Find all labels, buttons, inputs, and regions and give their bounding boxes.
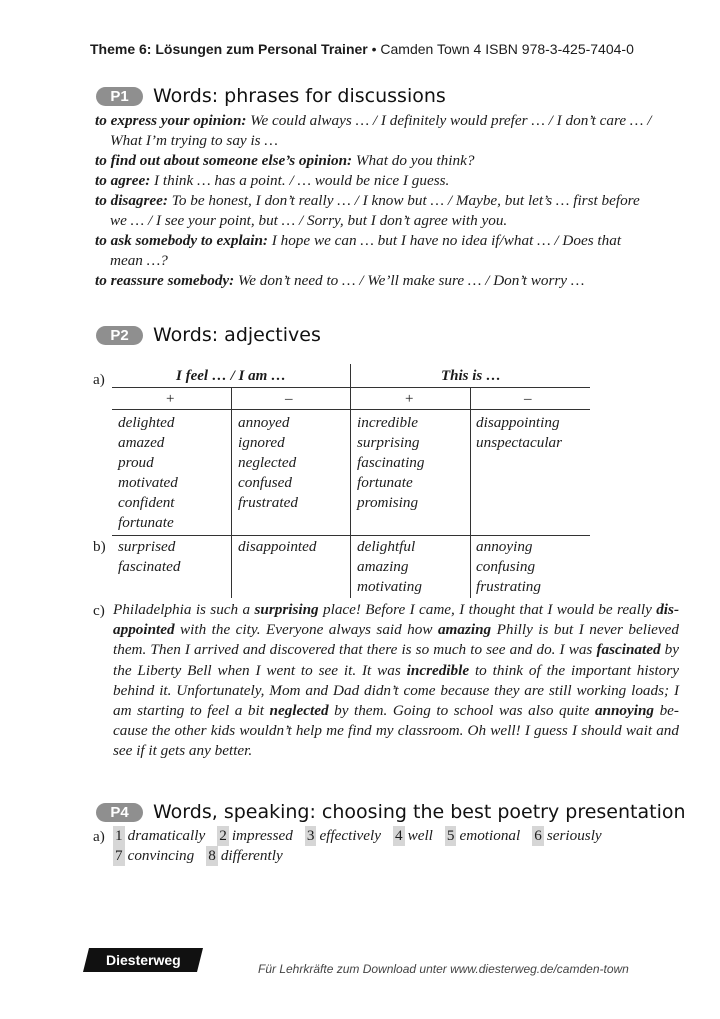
section-title: Words, speaking: choosing the best poetry presentation	[153, 801, 686, 823]
p4-part-a-label: a)	[93, 828, 105, 845]
table-rule	[112, 535, 590, 536]
phrases-list	[95, 111, 685, 291]
answer-word: dramatically	[127, 827, 206, 844]
adjective: amazing	[357, 558, 409, 575]
answer-number: 5	[446, 827, 455, 844]
section-title: Words: adjectives	[153, 324, 321, 346]
phrase-function: to find out about someone else’s opinion:	[95, 152, 353, 169]
header-theme: Theme 6: Lösungen zum Personal Trainer	[90, 41, 368, 57]
section-p1-heading	[96, 84, 446, 108]
sign-negative: –	[524, 391, 532, 407]
adjective: annoyed	[238, 414, 290, 431]
section-badge: P1	[96, 87, 143, 106]
adjective: motivated	[118, 474, 178, 491]
answer-item	[113, 827, 205, 844]
table-divider	[470, 387, 471, 598]
answer-word: effectively	[319, 827, 381, 844]
paragraph-text: by them. Going to school was also quite	[328, 702, 595, 720]
phrase-line	[95, 271, 685, 291]
adjective: fascinated	[118, 558, 181, 575]
phrase-examples: We could always … / I definitely would prefer … / I don’t care … /	[246, 112, 652, 129]
phrase-line	[95, 171, 685, 191]
highlighted-adjective: neglected	[269, 702, 329, 720]
header-isbn: • Camden Town 4 ISBN 978-3-425-7404-0	[367, 41, 634, 57]
adjective: surprising	[357, 434, 420, 451]
section-badge: P4	[96, 803, 143, 822]
phrase-continuation: What I’m trying to say is …	[110, 132, 278, 149]
adjective: disappointed	[238, 538, 317, 555]
adjective-column	[476, 537, 541, 597]
philadelphia-paragraph	[113, 600, 679, 762]
phrase-continuation: we … / I see your point, but … / Sorry, but I don’t agree with you.	[110, 212, 508, 229]
phrase-continuation: mean …?	[110, 252, 168, 269]
answer-word: impressed	[231, 827, 293, 844]
adjective: annoying	[476, 538, 533, 555]
phrase-examples: What do you think?	[352, 152, 475, 169]
table-rule	[112, 409, 590, 410]
adjective-column	[357, 413, 425, 513]
table-header-feel: I feel … / I am …	[176, 368, 286, 384]
highlighted-adjective: amazing	[437, 621, 492, 639]
adjective: incredible	[357, 414, 419, 431]
section-p4-heading	[96, 800, 686, 824]
phrase-examples: To be honest, I don’t really … / I know but … / Maybe, but let’s … first before	[167, 192, 640, 209]
answer-item	[305, 827, 381, 844]
adjective: confident	[118, 494, 175, 511]
adjective: neglected	[238, 454, 297, 471]
answer-word: convincing	[127, 847, 195, 864]
section-p2-heading	[96, 323, 321, 347]
adjective: disappointing	[476, 414, 560, 431]
paragraph-text: because the other kids wouldn’t help me find my classroom. Oh well! I guess I should wait and see if it gets any better.	[113, 702, 679, 760]
highlighted-adjective: disappointed	[113, 601, 679, 639]
answer-number: 4	[394, 827, 403, 844]
table-header-this-is: This is …	[441, 368, 502, 384]
adjective: delighted	[118, 414, 175, 431]
answer-number: 8	[208, 847, 216, 864]
paragraph-text: to think of the important history behind it. Unfortunately, Mom and Dad didn’t come because they are still working loads; I am starting to feel a bit	[113, 661, 679, 720]
answer-item	[445, 827, 520, 844]
answer-number: 1	[115, 827, 123, 844]
section-badge: P2	[96, 326, 143, 345]
highlighted-adjective: surprising	[254, 601, 319, 618]
paragraph-text: with the city. Everyone always said how	[174, 621, 438, 639]
adjective-column	[238, 413, 298, 513]
part-b-label: b)	[93, 538, 106, 555]
phrase-function: to reassure somebody:	[95, 272, 235, 289]
answer-word: emotional	[459, 827, 521, 844]
phrase-function: to disagree:	[95, 192, 168, 209]
phrase-examples: I hope we can … but I have no idea if/what … / Does that	[267, 232, 622, 249]
adjective: amazed	[118, 434, 165, 451]
adjective: surprised	[118, 538, 176, 555]
answer-row	[113, 846, 295, 866]
answer-item	[113, 847, 194, 864]
adjective: fortunate	[357, 474, 413, 491]
adjective: confusing	[476, 558, 536, 575]
phrase-line	[95, 151, 685, 171]
phrase-examples: We don’t need to … / We’ll make sure … / Don’t worry …	[234, 272, 585, 289]
part-a-label: a)	[93, 371, 105, 388]
adjective-column	[118, 413, 178, 533]
adjective: fortunate	[118, 514, 174, 531]
paragraph-text: by the Liberty Bell when I went to see it. It was	[113, 641, 679, 679]
paragraph-text: Philly is but I never believed them. Then I arrived and discovered that there is so much to see and do. I was	[113, 621, 679, 659]
answer-word: differently	[220, 847, 283, 864]
adjective: unspectacular	[476, 434, 563, 451]
adjective: frustrated	[238, 494, 298, 511]
phrase-line	[95, 191, 685, 211]
adjective: confused	[238, 474, 292, 491]
part-c-label: c)	[93, 602, 105, 619]
sign-positive: +	[166, 391, 175, 407]
adjective-column	[476, 413, 562, 453]
paragraph-text: place! Before I came, I thought that I would be really	[318, 601, 657, 618]
phrase-examples: I think … has a point. / … would be nice I guess.	[150, 172, 450, 189]
answer-item	[217, 827, 293, 844]
sign-negative: –	[285, 391, 293, 407]
adjective: delightful	[357, 538, 416, 555]
section-title: Words: phrases for discussions	[153, 85, 446, 107]
answer-item	[393, 827, 433, 844]
paragraph-text: Philadelphia is such a	[113, 601, 255, 618]
adjective: motivating	[357, 578, 422, 595]
phrase-line	[95, 111, 685, 131]
adjective-column	[238, 537, 316, 557]
highlighted-adjective: fascinated	[596, 641, 661, 659]
table-divider	[350, 364, 351, 598]
phrase-function: to agree:	[95, 172, 151, 189]
adjective: fascinating	[357, 454, 425, 471]
answer-row	[113, 826, 614, 846]
answer-number: 7	[115, 847, 123, 864]
sign-positive: +	[405, 391, 414, 407]
answer-item	[532, 827, 601, 844]
adjective: proud	[118, 454, 154, 471]
page-header	[90, 41, 700, 57]
answer-number: 3	[306, 827, 315, 844]
highlighted-adjective: incredible	[406, 661, 470, 679]
table-rule	[112, 387, 590, 388]
answer-item	[206, 847, 282, 864]
phrase-function: to express your opinion:	[95, 112, 247, 129]
highlighted-adjective: annoying	[594, 702, 655, 720]
diesterweg-logo: Diesterweg	[83, 948, 203, 972]
adjective: promising	[357, 494, 419, 511]
answer-word: well	[407, 827, 433, 844]
adjective-column	[357, 537, 422, 597]
table-divider	[231, 387, 232, 598]
phrase-line	[95, 231, 685, 251]
answer-number: 6	[534, 827, 542, 844]
footer-download-note: Für Lehrkräfte zum Download unter www.diesterweg.de/camden-town	[258, 962, 629, 976]
answer-word: seriously	[546, 827, 602, 844]
adjective: ignored	[238, 434, 285, 451]
answer-number: 2	[219, 827, 227, 844]
adjective: frustrating	[476, 578, 541, 595]
phrase-function: to ask somebody to explain:	[95, 232, 268, 249]
adjective-column	[118, 537, 180, 577]
